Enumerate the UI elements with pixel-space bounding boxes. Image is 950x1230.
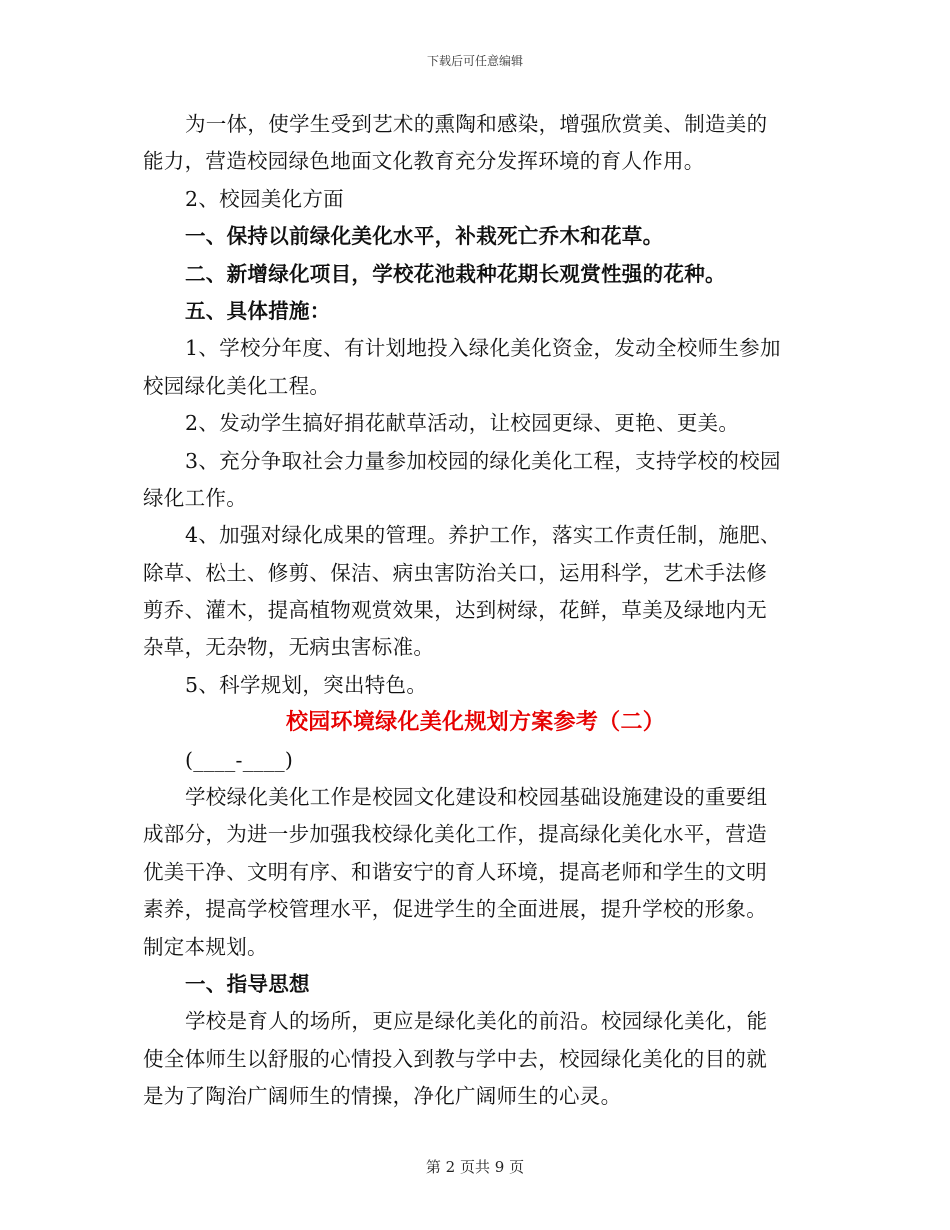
paragraph-line: 使全体师生以舒服的心情投入到教与学中去，校园绿化美化的目的就: [143, 1046, 767, 1071]
document-title: 校园环境绿化美化规划方案参考（二）: [285, 709, 666, 736]
paragraph-line: 4、加强对绿化成果的管理。养护工作，落实工作责任制，施肥、: [185, 523, 781, 548]
paragraph-line: 是为了陶治广阔师生的情操，净化广阔师生的心灵。: [143, 1084, 622, 1109]
paragraph-line: 剪乔、灌木，提高植物观赏效果，达到树绿，花鲜，草美及绿地内无: [143, 598, 767, 623]
paragraph-line: 3、充分争取社会力量参加校园的绿化美化工程，支持学校的校园: [185, 448, 781, 473]
paragraph-line: 5、科学规划，突出特色。: [185, 672, 428, 697]
paragraph-line: 优美干净、文明有序、和谐安宁的育人环境，提高老师和学生的文明: [143, 859, 767, 884]
paragraph-line: 2、发动学生搞好捐花献草活动，让校园更绿、更艳、更美。: [185, 411, 740, 436]
paragraph-line: 素养，提高学校管理水平，促进学生的全面进展，提升学校的形象。: [143, 897, 767, 922]
paragraph-line: 1、学校分年度、有计划地投入绿化美化资金，发动全校师生参加: [185, 336, 781, 361]
section-heading: 2、校园美化方面: [185, 186, 344, 211]
paragraph-line: 杂草，无杂物，无病虫害标准。: [143, 635, 435, 660]
section-heading: 一、指导思想: [185, 971, 310, 996]
bold-item: 一、保持以前绿化美化水平，补栽死亡乔木和花草。: [185, 224, 664, 249]
paragraph-line: 学校是育人的场所，更应是绿化美化的前沿。校园绿化美化，能: [185, 1009, 768, 1034]
paragraph-line: 能力，营造校园绿色地面文化教育充分发挥环境的育人作用。: [143, 149, 705, 174]
bold-item: 二、新增绿化项目，学校花池栽种花期长观赏性强的花种。: [185, 261, 726, 286]
paragraph-line: 为一体，使学生受到艺术的熏陶和感染，增强欣赏美、制造美的: [185, 112, 768, 136]
paragraph-line: 学校绿化美化工作是校园文化建设和校园基础设施建设的重要组: [185, 785, 768, 810]
document-body: [143, 106, 808, 1116]
paragraph-line: 成部分，为进一步加强我校绿化美化工作，提高绿化美化水平，营造: [143, 822, 767, 847]
paragraph-line: 绿化工作。: [143, 485, 247, 510]
page-header: 下载后可任意编辑: [426, 54, 523, 68]
page-footer: 第 2 页共 9 页: [425, 1158, 525, 1176]
paragraph-line: 制定本规划。: [143, 934, 268, 959]
paragraph-line: 校园绿化美化工程。: [143, 373, 331, 398]
paragraph-line: 除草、松土、修剪、保洁、病虫害防治关口，运用科学，艺术手法修: [143, 560, 767, 585]
section-heading: 五、具体措施：: [185, 298, 331, 323]
date-placeholder: (____-____): [185, 747, 294, 772]
